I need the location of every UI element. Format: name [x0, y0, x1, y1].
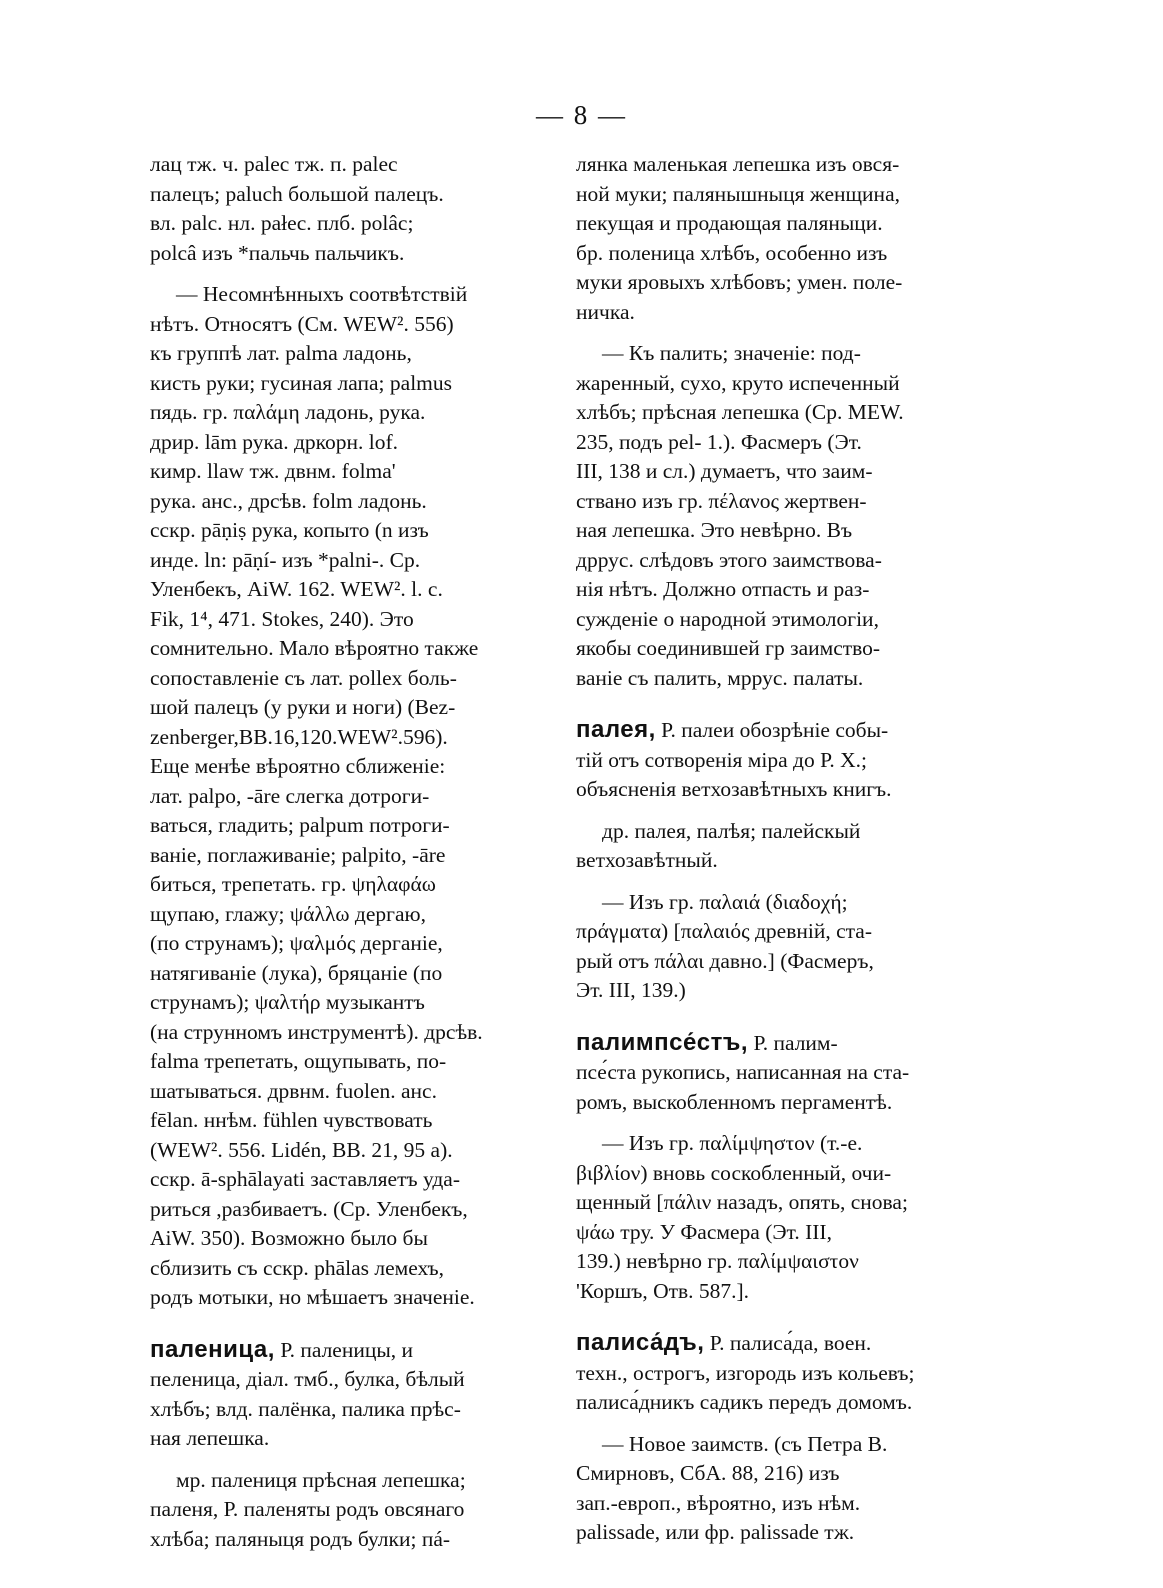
text-line: — Изъ гр. παλαιά (διαδοχή;: [602, 889, 848, 914]
text-line: кисть руки; гусиная лапа; palmus: [150, 370, 453, 395]
text-line: сскр. pāṇiṣ рука, копыто (n изъ: [150, 518, 429, 542]
text-line: ваніе, поглаживаніе; palpito, -āre: [150, 842, 446, 867]
text-line: тій отъ сотворенія міра до Р. Х.;: [576, 747, 868, 772]
text-line: шой палецъ (у руки и ноги) (Bez-: [150, 695, 456, 719]
text-line: вл. palc. нл. pałec. плб. polâc;: [150, 211, 414, 235]
text-line: натягиваніе (лука), бряцаніе (по: [150, 960, 443, 985]
text-line: родъ мотыки, но мѣшаетъ значеніе.: [150, 1285, 475, 1309]
entry-headword: палимпсе́стъ,: [576, 1028, 749, 1056]
right-paragraph-dr: [576, 817, 968, 876]
text-line: пядь. гр. παλάμη ладонь, рука.: [150, 400, 426, 424]
text-line: бр. поленица хлѣбъ, особенно изъ: [576, 240, 888, 265]
text-line: муки яровыхъ хлѣбовъ; умен. поле-: [576, 270, 903, 294]
text-line: ваться, гладить; palpum потроги-: [150, 813, 450, 837]
text-line: щупаю, глажу; ψάλλω дергаю,: [150, 901, 426, 926]
text-line: кимр. llaw тж. двнм. folma': [150, 459, 396, 483]
text-line: ной муки; палянышныця женщина,: [576, 181, 900, 206]
right-paragraph-continuation: [576, 150, 968, 327]
left-paragraph-etymology: [150, 280, 548, 1313]
text-line: хлѣбъ; прѣсная лепешка (Ср. MEW.: [576, 400, 904, 424]
text-line: риться ,разбиваетъ. (Ср. Уленбекъ,: [150, 1196, 468, 1221]
text-line: палецъ; paluch большой палецъ.: [150, 181, 444, 206]
entry-paleya: [576, 715, 968, 805]
text-line: palissade, или фр. palissade тж.: [576, 1520, 855, 1544]
text-line: нія нѣтъ. Должно отпасть и раз-: [576, 577, 870, 601]
left-column: [150, 150, 548, 1566]
text-line: лат. palpo, -āre слегка дотроги-: [150, 783, 430, 808]
text-line: сужденіе о народной этимологіи,: [576, 606, 879, 631]
text-line: лац тж. ч. palec тж. п. palec: [150, 152, 398, 176]
text-line: хлѣбъ; влд. палёнка, палика прѣс-: [150, 1396, 461, 1421]
text-line: βιβλίον) вновь соскобленный, очи-: [576, 1160, 892, 1185]
text-line: ветхозавѣтный.: [576, 848, 718, 872]
text-line: ная лепешка. Это невѣрно. Въ: [576, 518, 853, 542]
text-line: ваніе съ палить, мррус. палаты.: [576, 665, 864, 690]
text-line: (на струнномъ инструментѣ). дрсѣв.: [150, 1019, 483, 1044]
entry-headword: палея,: [576, 716, 656, 743]
text-line: Смирновъ, СбА. 88, 216) изъ: [576, 1461, 840, 1485]
right-paragraph-paleya-etymology: [576, 888, 968, 1006]
left-paragraph-mr: [150, 1466, 548, 1555]
left-paragraph-continuation: [150, 150, 548, 268]
text-line: рый отъ πάλαι давно.] (Фасмеръ,: [576, 948, 874, 973]
entry-headword: паленица,: [150, 1335, 275, 1363]
text-line: — Изъ гр. παλίμψηστον (т.-е.: [602, 1131, 863, 1155]
text-line: Р. палеи обозрѣніе собы-: [661, 718, 889, 742]
text-line: Уленбекъ, AiW. 162. WEW². l. c.: [150, 577, 443, 601]
text-line: — Несомнѣнныхъ соотвѣтствій: [176, 282, 468, 306]
right-paragraph-etymology: [576, 339, 968, 693]
entry-palimpsest: [576, 1028, 968, 1118]
text-line: жаренный, сухо, круто испеченный: [576, 370, 900, 395]
entry-palenitsa: [150, 1335, 548, 1454]
text-line: объясненія ветхозавѣтныхъ книгъ.: [576, 777, 892, 801]
text-line: — Къ палить; значеніе: под-: [602, 341, 861, 365]
text-line: ствано изъ гр. πέλανος жертвен-: [576, 488, 867, 513]
text-line: fēlan. ннѣм. fühlen чувствовать: [150, 1108, 433, 1132]
text-line: сопоставленіе съ лат. pollex боль-: [150, 665, 457, 690]
text-line: polcâ изъ *пальчь пальчикъ.: [150, 240, 405, 265]
text-line: рука. анс., дрсѣв. folm ладонь.: [150, 488, 427, 513]
text-line: 'Коршъ, Отв. 587.].: [576, 1278, 750, 1303]
text-line: 235, подъ pel- 1.). Фасмеръ (Эт.: [576, 429, 862, 454]
text-line: якобы соединившей гр заимство-: [576, 636, 881, 660]
text-line: Fik, 1⁴, 471. Stokes, 240). Это: [150, 606, 414, 631]
text-line: нѣтъ. Относятъ (См. WEW². 556): [150, 311, 454, 336]
text-line: пекущая и продающая паляныци.: [576, 211, 883, 235]
text-line: ромъ, выскобленномъ пергаментѣ.: [576, 1089, 893, 1114]
text-line: — Новое заимств. (съ Петра В.: [602, 1431, 888, 1456]
text-line: AiW. 350). Возможно было бы: [150, 1226, 428, 1250]
text-line: Р. палиса́да, воен.: [709, 1331, 872, 1355]
text-line: ψάω тру. У Фасмера (Эт. III,: [576, 1219, 832, 1244]
text-line: шатываться. дрвнм. fuolen. анс.: [150, 1078, 437, 1103]
text-line: (по струнамъ); ψαλμός дерганіе,: [150, 931, 443, 955]
text-line: сомнительно. Мало вѣроятно также: [150, 636, 479, 660]
text-line: πράγματα) [παλαιός древній, ста-: [576, 919, 872, 943]
text-line: мр. палениця прѣсная лепешка;: [176, 1467, 466, 1492]
text-line: къ группѣ лат. palma ладонь,: [150, 341, 412, 365]
text-line: пеленица, діал. тмб., булка, бѣлый: [150, 1367, 465, 1391]
text-line: инде. ln: pāṇí- изъ *palni-. Ср.: [150, 547, 421, 572]
text-line: сблизить съ сскр. phālas лемехъ,: [150, 1255, 444, 1280]
text-line: сскр. ā-sphālayati заставляетъ уда-: [150, 1167, 461, 1191]
text-line: хлѣба; паляныця родъ булки; пá-: [150, 1526, 451, 1551]
right-paragraph-palisad-etymology: [576, 1430, 968, 1548]
text-line: щенный [πάλιν назадъ, опять, снова;: [576, 1190, 908, 1214]
text-line: зап.-европ., вѣроятно, изъ нѣм.: [576, 1490, 861, 1515]
entry-palisad: [576, 1328, 968, 1418]
text-line: Р. паленицы, и: [280, 1337, 414, 1362]
right-paragraph-palimpsest-etymology: [576, 1129, 968, 1306]
text-line: 139.) невѣрно гр. παλίμψαιστον: [576, 1249, 859, 1273]
text-line: лянка маленькая лепешка изъ овся-: [576, 152, 900, 176]
text-line: струнамъ); ψαλτήρ музыкантъ: [150, 990, 425, 1014]
text-line: псе́ста рукопись, написанная на ста-: [576, 1060, 910, 1084]
text-line: (WEW². 556. Lidén, BB. 21, 95 a).: [150, 1137, 453, 1162]
text-line: дрир. lām рука. дркорн. lof.: [150, 429, 398, 454]
text-line: Эт. III, 139.): [576, 978, 686, 1002]
text-line: др. палея, палѣя; палейскый: [602, 818, 861, 843]
text-line: zenberger,BB.16,120.WEW².596).: [150, 724, 448, 749]
text-line: дррус. слѣдовъ этого заимствова-: [576, 547, 882, 572]
text-line: палиса́дникъ садикъ передъ домомъ.: [576, 1390, 913, 1414]
text-line: ничка.: [576, 299, 635, 324]
text-line: техн., острогъ, изгородь изъ кольевъ;: [576, 1360, 915, 1385]
entry-headword: палиса́дъ,: [576, 1329, 705, 1356]
text-line: Р. палим-: [753, 1030, 838, 1055]
text-line: ная лепешка.: [150, 1426, 270, 1450]
text-line: паленя, Р. паленяты родъ овсянаго: [150, 1497, 465, 1521]
text-line: falma трепетать, ощупывать, по-: [150, 1049, 447, 1073]
text-line: биться, трепетать. гр. ψηλαφάω: [150, 872, 436, 896]
page-number: — 8 —: [536, 100, 627, 130]
right-column: [576, 150, 968, 1560]
text-line: III, 138 и сл.) думаетъ, что заим-: [576, 459, 873, 483]
text-line: Еще менѣе вѣроятно сближеніе:: [150, 754, 446, 778]
